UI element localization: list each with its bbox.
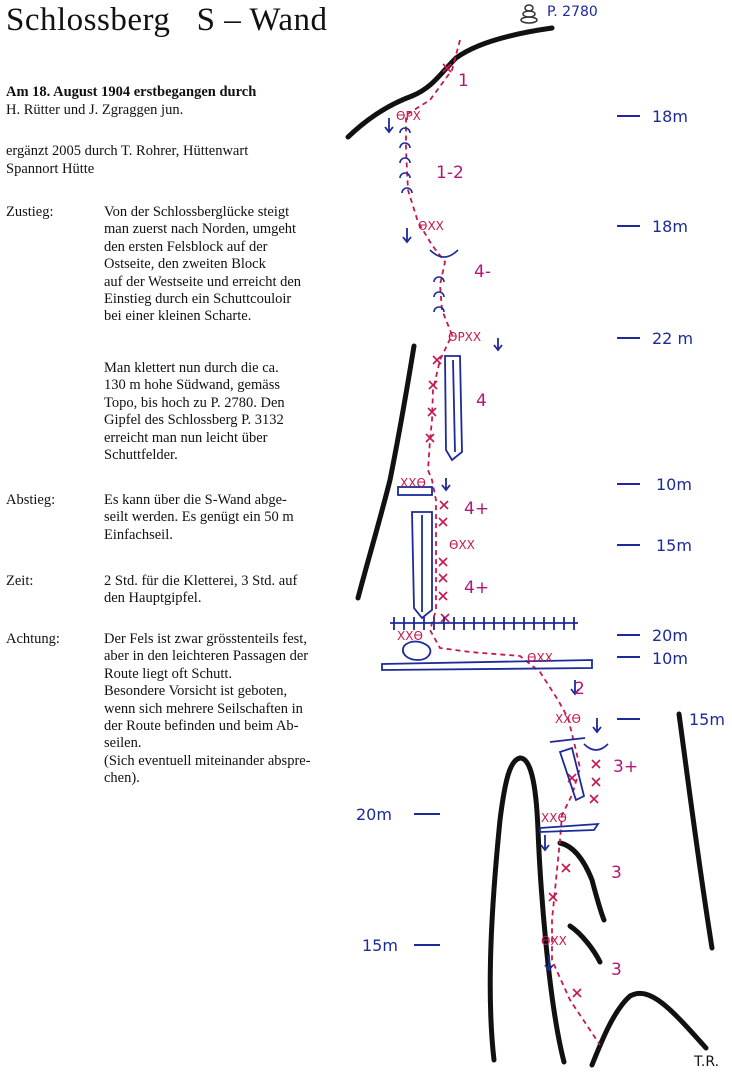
section-line: Topo, bis hoch zu P. 2780. Den — [104, 394, 285, 411]
piton-mark — [590, 795, 598, 803]
piton-mark — [429, 381, 437, 389]
supplement-hut: Spannort Hütte — [6, 161, 95, 177]
belay-9: XXϴ — [541, 811, 567, 825]
section-line: Man klettert nun durch die ca. — [104, 360, 279, 376]
belay-10: ϴXX — [541, 934, 567, 948]
section-label: Zustieg: — [6, 204, 54, 220]
pitch-length-1: 18m — [652, 107, 688, 126]
grade-pitch-4: 4 — [476, 391, 487, 411]
supplement-line: ergänzt 2005 durch T. Rohrer, Hüttenwart — [6, 143, 249, 159]
piton-mark — [433, 356, 441, 364]
pitch-length-5: 15m — [656, 536, 692, 555]
crack-pitch-4a — [453, 360, 455, 452]
section-line: Besondere Vorsicht ist geboten, — [104, 683, 288, 700]
section-line: seilen. — [104, 735, 142, 752]
section-line: 2 Std. für die Kletterei, 3 Std. auf — [104, 573, 298, 589]
grade-pitch-3: 4- — [474, 262, 491, 282]
pitch-length-7: 10m — [652, 649, 688, 668]
right-wall — [679, 714, 712, 948]
belay-5: ϴXX — [449, 538, 475, 552]
pitch-length-9: 20m — [356, 805, 392, 824]
pitch-length-dashes — [414, 116, 640, 945]
piton-mark — [441, 614, 449, 622]
ledge-5 — [540, 824, 598, 832]
belay-6: XXϴ — [397, 629, 423, 643]
summit-ridge — [348, 28, 552, 137]
first-ascent-climbers: H. Rütter und J. Zgraggen jun. — [6, 102, 184, 118]
grade-pitch-9: 3 — [611, 863, 622, 883]
pitch-length-2: 18m — [652, 217, 688, 236]
belay-1: ϴPX — [396, 109, 421, 123]
belay-4: XXϴ — [400, 476, 426, 490]
pitch-length-3: 22 m — [652, 329, 694, 348]
section-line: auf der Westseite und erreicht den — [104, 273, 302, 290]
piton-mark — [439, 518, 447, 526]
author-initials: T.R. — [694, 1054, 720, 1070]
pitch-length-6: 20m — [652, 626, 688, 645]
section-line: seilt werden. Es genügt ein 50 m — [104, 509, 294, 526]
section-line: Gipfel des Schlossberg P. 3132 — [104, 412, 284, 429]
piton-mark — [439, 574, 447, 582]
pitch-length-10: 15m — [362, 936, 398, 955]
section-label: Zeit: — [6, 573, 34, 589]
belay-2: ϴXX — [418, 219, 444, 233]
grade-pitch-1: 1 — [458, 71, 469, 91]
pillar-mid — [560, 843, 604, 920]
section-line: 130 m hohe Südwand, gemäss — [104, 377, 280, 394]
grade-pitch-2: 1-2 — [436, 163, 464, 183]
section-label: Achtung: — [6, 631, 60, 647]
belay-7: ϴXX — [527, 651, 553, 665]
piton-mark — [573, 989, 581, 997]
section-line: bei einer kleinen Scharte. — [104, 308, 252, 325]
summit-label: P. 2780 — [547, 4, 598, 20]
section-line: Einstieg durch ein Schuttcouloir — [104, 291, 292, 308]
abseil-arrows — [385, 118, 601, 970]
pitch-length-8: 15m — [689, 710, 725, 729]
cairn-icon — [521, 5, 537, 23]
grade-pitch-7: 2 — [574, 679, 585, 699]
section-line: Von der Schlossberglücke steigt — [104, 204, 290, 220]
section-line: man zuerst nach Norden, umgeht — [104, 221, 297, 238]
block-icon — [403, 642, 430, 661]
left-wall — [358, 346, 414, 598]
ledge-4 — [550, 738, 585, 742]
section-line: den ersten Felsblock auf der — [104, 238, 268, 255]
first-ascent-line: Am 18. August 1904 erstbegangen durch — [6, 84, 257, 100]
section-line: Ostseite, den zweiten Block — [104, 256, 266, 273]
belay-3: ϴPXX — [448, 330, 482, 344]
pillar-low — [570, 926, 600, 962]
piton-mark — [440, 501, 448, 509]
piton-mark — [562, 864, 570, 872]
section-line: Route liegt oft Schutt. — [104, 665, 233, 682]
section-line: Einfachseil. — [104, 526, 173, 543]
piton-mark — [439, 592, 447, 600]
pillar-right — [592, 993, 706, 1065]
grade-pitch-8: 3+ — [613, 757, 639, 777]
pitons — [426, 64, 600, 997]
grade-pitch-6: 4+ — [464, 578, 490, 598]
section-line: der Route befinden und beim Ab- — [104, 718, 299, 735]
section-line: (Sich eventuell miteinander abspre- — [104, 752, 311, 769]
grade-pitch-5: 4+ — [464, 499, 490, 519]
piton-mark — [592, 778, 600, 786]
section-line: aber in den leichteren Passagen der — [104, 648, 309, 665]
pillar-left — [490, 758, 564, 1062]
crack-features — [382, 356, 598, 832]
section-label: Abstieg: — [6, 492, 56, 508]
belay-8: XXϴ — [555, 712, 581, 726]
section-line: Es kann über die S-Wand abge- — [104, 492, 287, 508]
crack-pitch-3plus — [560, 748, 584, 800]
section-line: wenn sich mehrere Seilschaften in — [104, 700, 303, 717]
pitch-length-4: 10m — [656, 475, 692, 494]
piton-mark — [549, 893, 557, 901]
piton-mark — [439, 558, 447, 566]
section-line: den Hauptgipfel. — [104, 590, 202, 607]
page-title: Schlossberg S – Wand — [6, 2, 328, 38]
ledge-3 — [382, 660, 592, 670]
section-line: erreicht man nun leicht über — [104, 429, 268, 446]
section-line: Der Fels ist zwar grösstenteils fest, — [104, 631, 307, 647]
section-line: Schuttfelder. — [104, 447, 178, 464]
route-line — [406, 40, 600, 1045]
grade-pitch-10: 3 — [611, 960, 622, 980]
piton-mark — [592, 760, 600, 768]
section-line: chen). — [104, 770, 140, 787]
